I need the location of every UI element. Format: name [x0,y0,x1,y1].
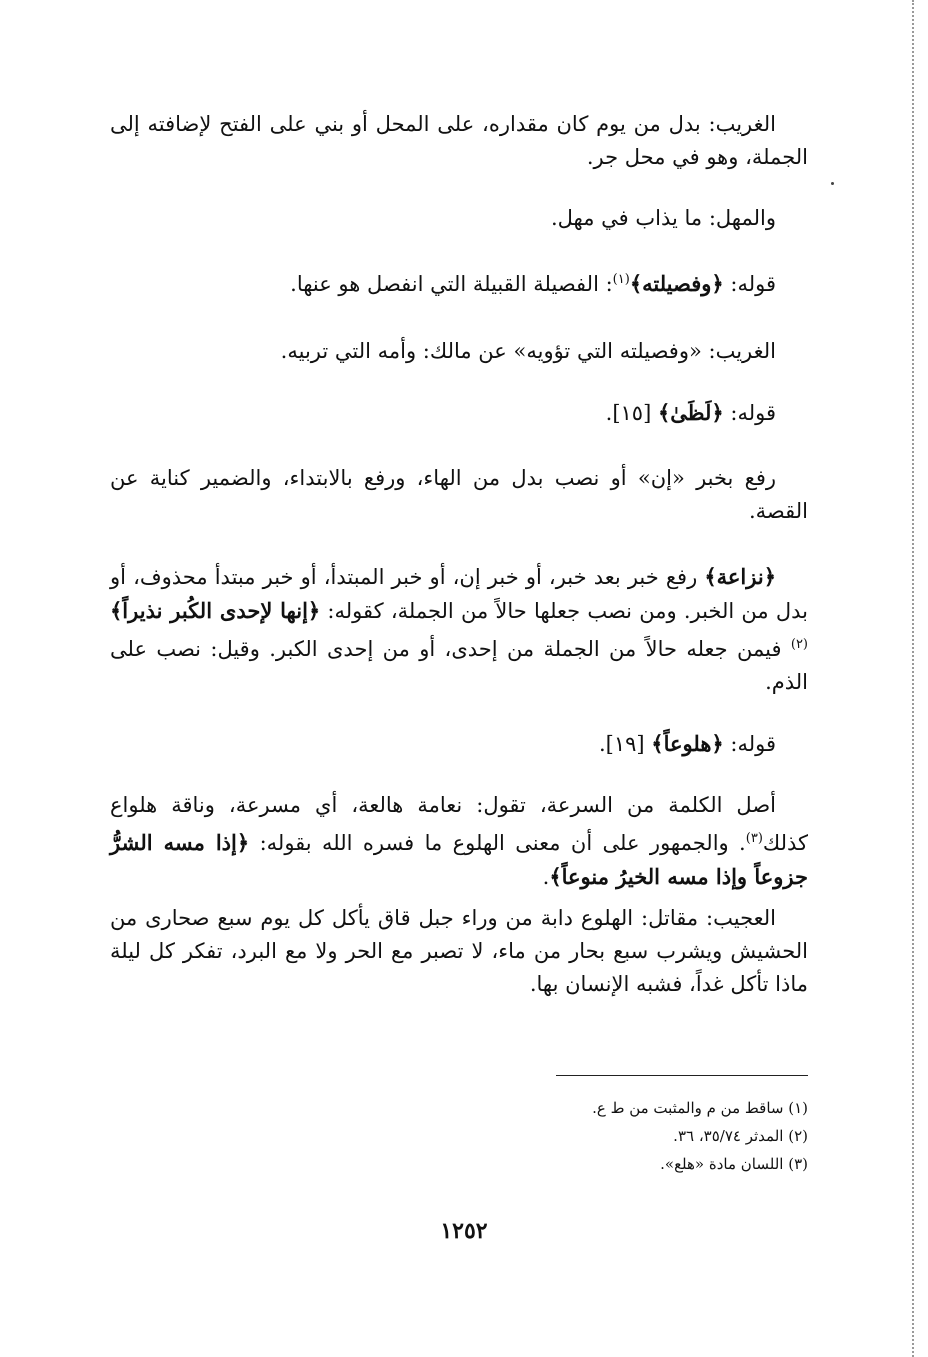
paragraph-asl-alkalima [110,789,808,894]
text-run: [١٥]. [605,401,658,425]
paragraph-muhl [110,202,808,235]
paragraph-raf-bikhabar [110,462,808,528]
text-run: الغريب: «وفصيلته التي تؤويه» عن مالك: وأمه التي تربيه. [280,339,776,363]
paragraph-nazzaa [110,560,808,699]
paragraph-qawluh-haluan [110,727,808,761]
footnote-ref: (١) [612,272,630,287]
text-run: قوله: [723,732,776,756]
footnote-ref: (٢) [790,637,808,652]
paragraph-gharib-badal [110,108,808,174]
paragraph-qawluh-fasilatuh [110,263,808,301]
paragraph-qawluh-laza [110,396,808,430]
text-run: قوله: [723,272,776,296]
text-run: العجيب: مقاتل: الهلوع دابة من وراء جبل قاق يأكل كل يوم سبع صحارى من الحشيش ويشرب سبع بحار من ماء، لا تصبر مع الحر ولا مع البرد، تفكر كل ليلة ماذا تأكل غداً، فشبه الإنسان بها. [110,906,808,996]
paragraph-gharib-fasilatuh [110,335,808,368]
main-text [110,108,808,1001]
footnote-ref: (٣) [745,831,763,846]
footnote-2: (٢) المدثر ٣٥/٧٤، ٣٦. [673,1127,808,1145]
footnotes [388,1094,808,1178]
text-run: . والجمهور على أن معنى الهلوع ما فسره الله بقوله: [249,831,746,855]
quran-quote: ﴿نزاعة﴾ [704,564,776,589]
stray-mark [831,182,834,185]
text-run: أصل الكلمة من السرعة، تقول: نعامة هالعة، أي مسرعة، وناقة هلواع كذلك [110,793,809,855]
footnote-1: (١) ساقط من م والمثبت من ط ع. [592,1099,808,1117]
text-run: رفع خبر بعد خبر، أو خبر إن، أو خبر المبتدأ، أو خبر مبتدأ محذوف، أو بدل من الخبر. ومن نصب جعلها حالاً من الجملة، كقوله: [110,565,808,623]
paragraph-ajib [110,902,808,1001]
quran-quote: ﴿لَظَىٰ﴾ [657,400,724,425]
page-number: ١٢٥٢ [440,1218,488,1244]
page-edge-dotted-line [912,0,914,1357]
text-run: [١٩]. [598,732,652,756]
text-run: : الفصيلة القبيلة التي انفصل هو عنها. [290,272,613,296]
text-run: والمهل: ما يذاب في مهل. [550,206,776,230]
quran-quote: ﴿إنها لإحدى الكُبر نذيراً﴾ [110,598,321,623]
quran-quote: ﴿وفصيلته﴾ [629,271,724,296]
text-run: رفع بخبر «إن» أو نصب بدل من الهاء، ورفع بالابتداء، والضمير كناية عن القصة. [110,466,808,523]
text-run: قوله: [723,401,776,425]
footnote-rule [556,1075,808,1076]
text-run: . [542,865,550,889]
text-run: الغريب: بدل من يوم كان مقداره، على المحل أو بني على الفتح لإضافته إلى الجملة، وهو في محل جر. [110,112,808,169]
footnote-3: (٣) اللسان مادة «هلع». [660,1155,808,1173]
quran-quote: ﴿هلوعاً﴾ [651,731,724,756]
quran-quote: ﴿إذا مسه الشرُّ جزوعاً وإذا مسه الخيرُ منوعاً﴾ [110,830,808,889]
text-run: فيمن جعله حالاً من الجملة من إحدى، أو من إحدى الكبر. وقيل: نصب على الذم. [110,637,808,694]
